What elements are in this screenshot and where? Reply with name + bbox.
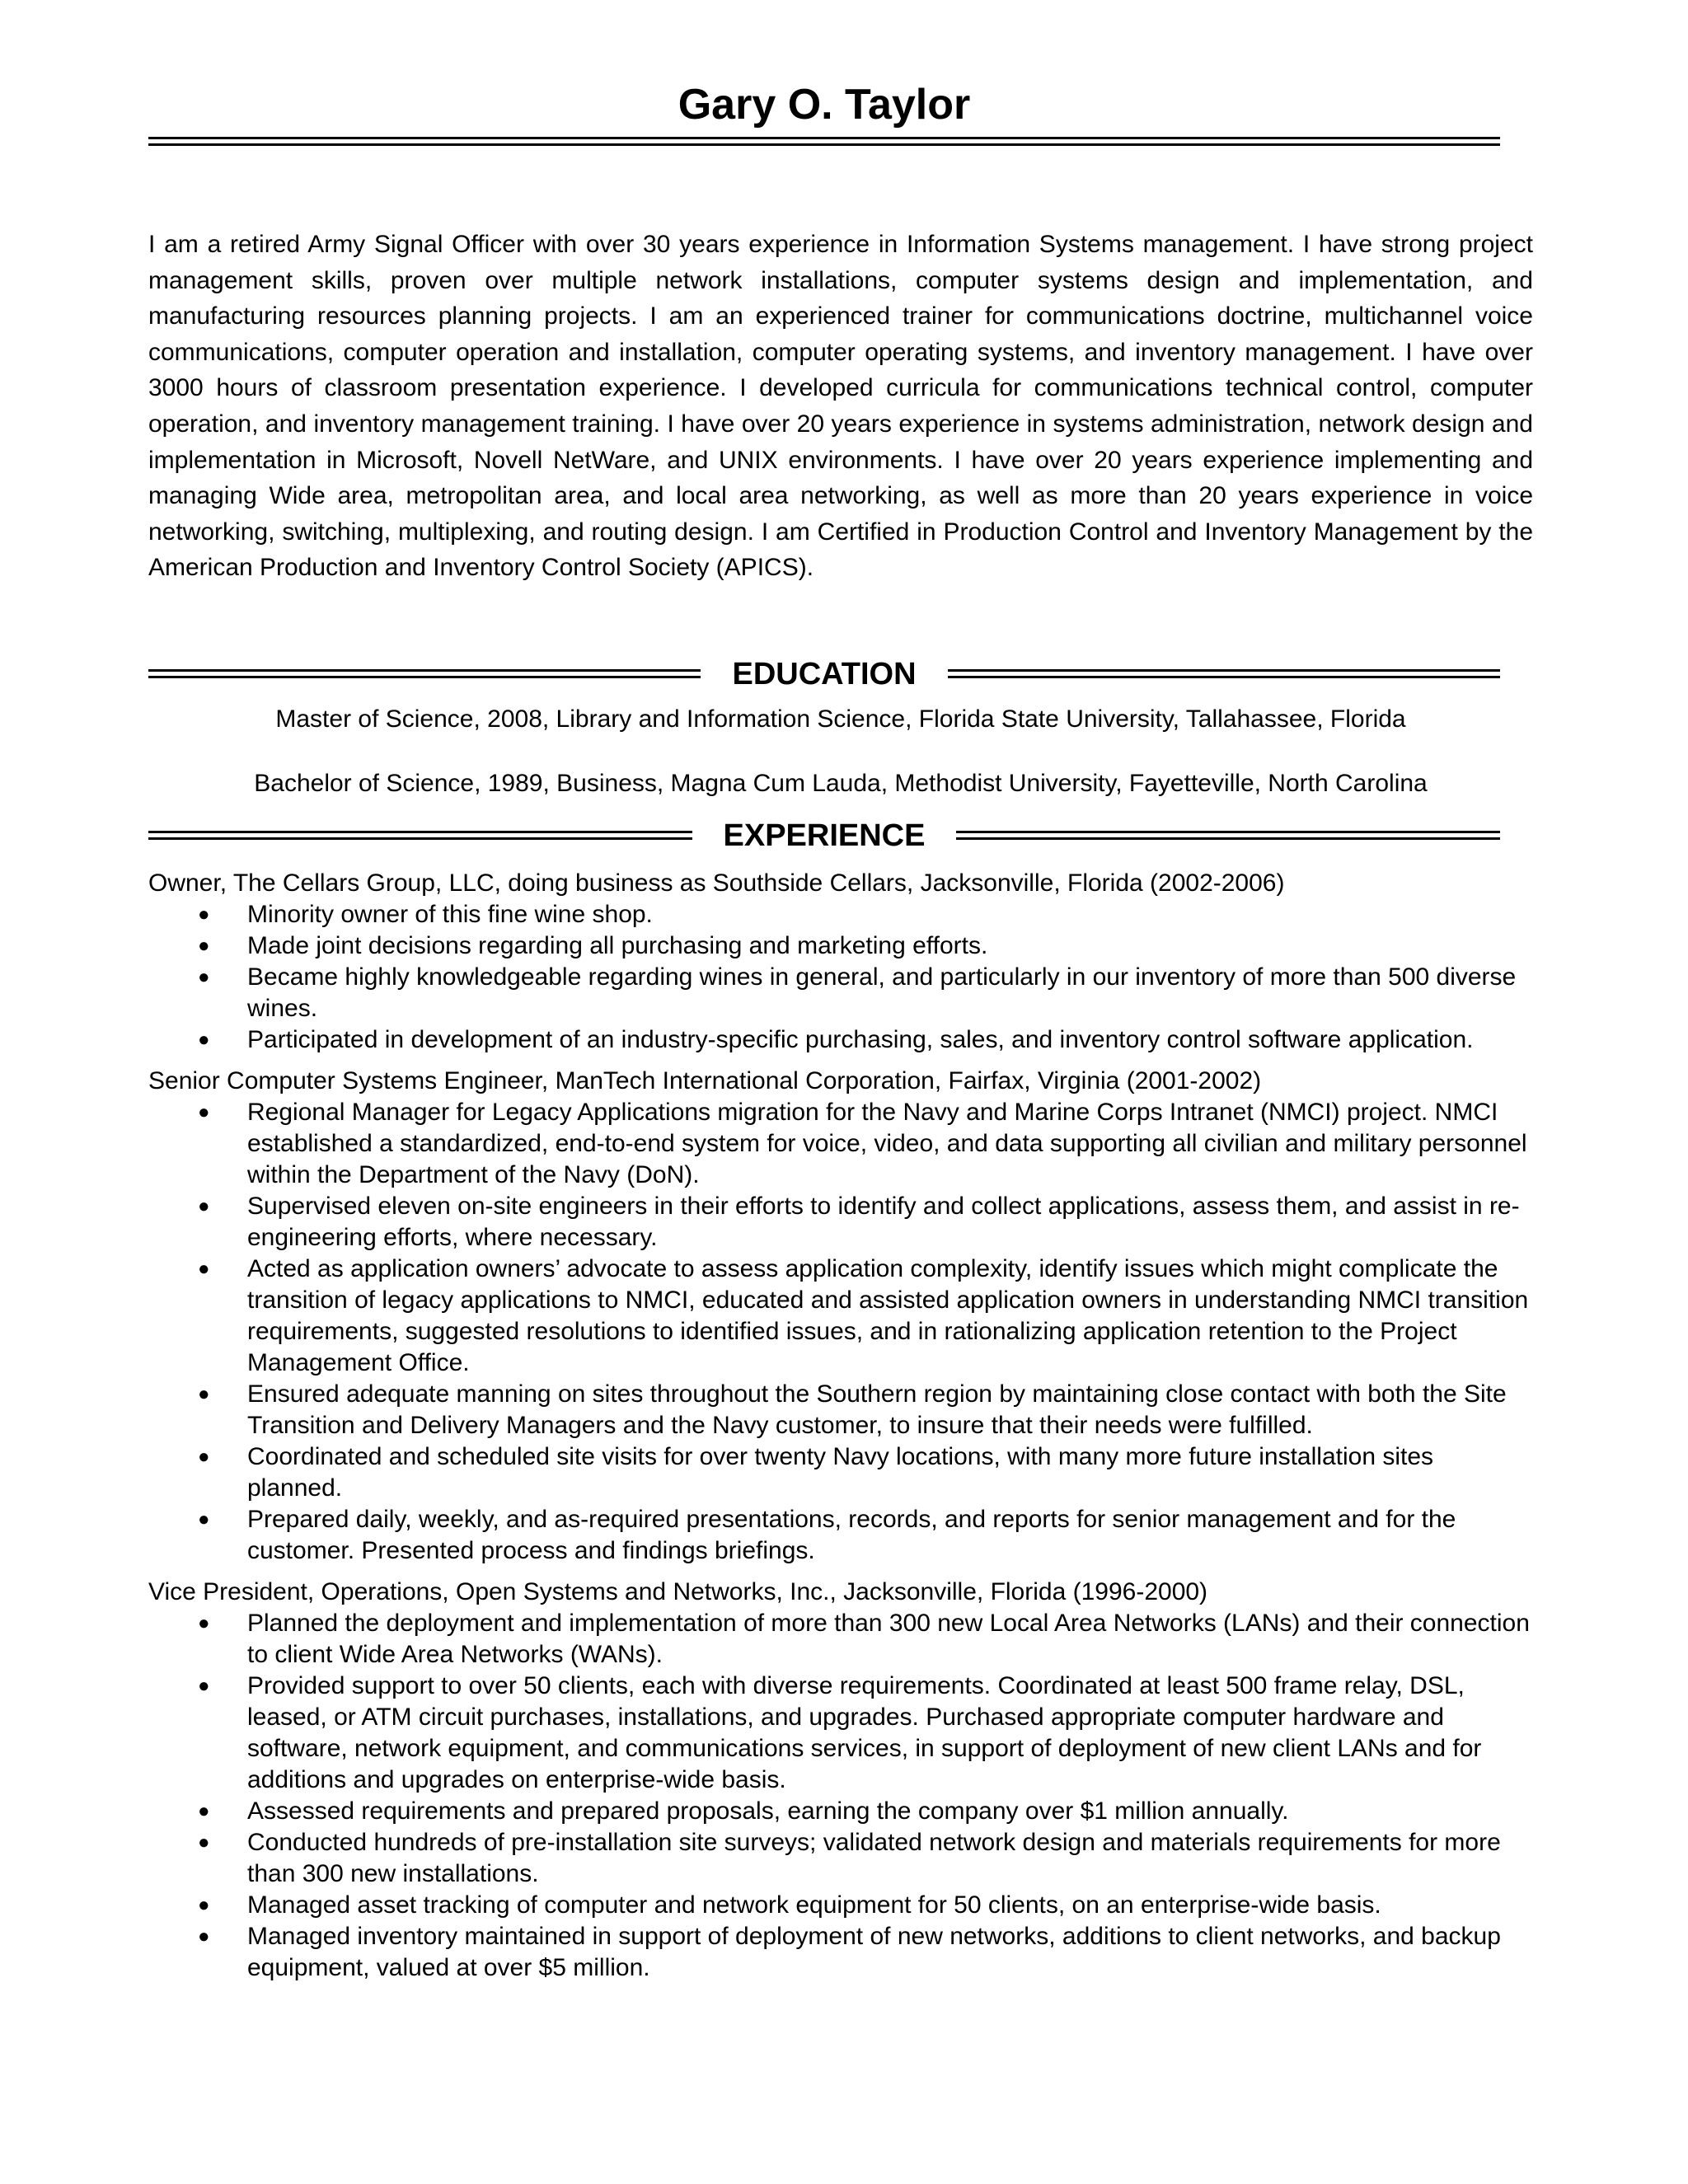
job-entry [148, 868, 1533, 1056]
name-divider [148, 137, 1500, 146]
job-bullet-text: Provided support to over 50 clients, each with diverse requirements. Coordinated at least 500 frame relay, DSL, leased, or ATM circuit purchases, installations, and upgrades. Purchased appropriate computer hardware and software, network equipment, and communications services, in support of deployment of new client LANs and for additions and upgrades on enterprise-wide basis. [247, 1671, 1482, 1793]
job-bullet-item [148, 1890, 1533, 1921]
job-bullet-item [148, 899, 1533, 930]
job-bullet-text: Assessed requirements and prepared proposals, earning the company over $1 million annually. [247, 1797, 1289, 1825]
bullet-icon: ● [198, 1194, 210, 1217]
job-bullet-item [148, 930, 1533, 962]
job-bullet-text: Conducted hundreds of pre-installation site surveys; validated network design and materials requirements for more than 300 new installations. [247, 1828, 1501, 1887]
bullet-icon: ● [198, 1893, 210, 1916]
bullet-icon: ● [198, 1507, 210, 1530]
job-bullet-text: Managed asset tracking of computer and network equipment for 50 clients, on an enterprise-wide basis. [247, 1891, 1381, 1919]
bullet-icon: ● [198, 1257, 210, 1280]
job-entry [148, 1577, 1533, 1984]
job-bullet-item [148, 1608, 1533, 1671]
job-bullet-text: Coordinated and scheduled site visits for over twenty Navy locations, with many more future installation sites planned. [247, 1442, 1434, 1502]
experience-title: EXPERIENCE [723, 818, 926, 853]
bullet-icon: ● [198, 1445, 210, 1468]
job-bullet-item [148, 1796, 1533, 1827]
summary-paragraph: I am a retired Army Signal Officer with over 30 years experience in Information Systems management. I have strong project management skills, proven over multiple network installations, computer systems design and implementation, and manufacturing resources planning projects. I am an experienced trainer for communications doctrine, multichannel voice communications, computer operation and installation, computer operating systems, and inventory management. I have over 3000 hours of classroom presentation experience. I developed curricula for communications technical control, computer operation, and inventory management training. I have over 20 years experience in systems administration, network design and implementation in Microsoft, Novell NetWare, and UNIX environments. I have over 20 years experience implementing and managing Wide area, metropolitan area, and local area networking, as well as more than 20 years experience in voice networking, switching, multiplexing, and routing design. I am Certified in Production Control and Inventory Management by the American Production and Inventory Control Society (APICS). [148, 231, 1533, 582]
job-bullets [148, 1097, 1533, 1567]
education-rule-left [148, 669, 701, 678]
resume-name: Gary O. Taylor [678, 81, 971, 129]
job-bullet-item [148, 1921, 1533, 1984]
education-rule-right [948, 669, 1500, 678]
job-header: Vice President, Operations, Open Systems and Networks, Inc., Jacksonville, Florida (1996-2000) [148, 1577, 1208, 1605]
job-header: Senior Computer Systems Engineer, ManTech International Corporation, Fairfax, Virginia (2001-2002) [148, 1066, 1262, 1094]
job-bullet-item [148, 1024, 1533, 1056]
bullet-icon: ● [198, 1028, 210, 1051]
bullet-icon: ● [198, 1100, 210, 1123]
job-entry [148, 1066, 1533, 1567]
bullet-icon: ● [198, 934, 210, 957]
job-bullet-text: Supervised eleven on-site engineers in their efforts to identify and collect applications, assess them, and assist in re-engineering efforts, where necessary. [247, 1192, 1520, 1251]
job-bullet-text: Became highly knowledgeable regarding wines in general, and particularly in our inventory of more than 500 diverse wines. [247, 963, 1517, 1022]
job-bullet-text: Made joint decisions regarding all purchasing and marketing efforts. [247, 931, 988, 959]
job-bullet-text: Participated in development of an industry-specific purchasing, sales, and inventory control software application. [247, 1025, 1474, 1053]
bullet-icon: ● [198, 1799, 210, 1822]
job-bullet-text: Planned the deployment and implementation of more than 300 new Local Area Networks (LANs) and their connection to client Wide Area Networks (WANs). [247, 1609, 1530, 1668]
education-heading [148, 655, 1500, 693]
job-bullets [148, 1608, 1533, 1984]
experience-rule-left [148, 831, 692, 840]
job-bullet-text: Prepared daily, weekly, and as-required presentations, records, and reports for senior management and for the customer. Presented process and findings briefings. [247, 1505, 1456, 1564]
job-bullet-text: Managed inventory maintained in support of deployment of new networks, additions to client networks, and backup equipment, valued at over $5 million. [247, 1922, 1501, 1981]
bullet-icon: ● [198, 1382, 210, 1405]
bullet-icon: ● [198, 1924, 210, 1947]
bullet-icon: ● [198, 1611, 210, 1634]
job-bullet-text: Acted as application owners’ advocate to assess application complexity, identify issues which might complicate the transition of legacy applications to NMCI, educated and assisted application owners in understanding NMCI transition requirements, suggested resolutions to identified issues, and in rationalizing application retention to the Project Management Office. [247, 1254, 1529, 1376]
job-bullet-item [148, 1827, 1533, 1890]
education-entry: Bachelor of Science, 1989, Business, Magna Cum Lauda, Methodist University, Fayetteville, North Carolina [254, 769, 1428, 797]
job-bullet-item [148, 1671, 1533, 1796]
bullet-icon: ● [198, 1830, 210, 1854]
job-bullet-item [148, 1097, 1533, 1191]
job-bullet-item [148, 1504, 1533, 1567]
job-bullet-item [148, 1191, 1533, 1254]
resume-page [148, 79, 1533, 1984]
job-header: Owner, The Cellars Group, LLC, doing business as Southside Cellars, Jacksonville, Florida (2002-2006) [148, 869, 1285, 897]
job-bullets [148, 899, 1533, 1056]
education-title: EDUCATION [732, 656, 917, 691]
bullet-icon: ● [198, 902, 210, 926]
job-bullet-item [148, 1379, 1533, 1441]
job-bullet-text: Regional Manager for Legacy Applications migration for the Navy and Marine Corps Intranet (NMCI) project. NMCI established a standardized, end-to-end system for voice, video, and data supporting all civilian and military personnel within the Department of the Navy (DoN). [247, 1098, 1527, 1188]
education-entry: Master of Science, 2008, Library and Information Science, Florida State University, Tallahassee, Florida [275, 705, 1406, 733]
bullet-icon: ● [198, 965, 210, 988]
experience-heading [148, 817, 1500, 855]
experience-rule-right [956, 831, 1500, 840]
job-bullet-item [148, 1441, 1533, 1504]
bullet-icon: ● [198, 1674, 210, 1697]
job-bullet-text: Minority owner of this fine wine shop. [247, 900, 653, 928]
job-bullet-item [148, 962, 1533, 1024]
job-bullet-text: Ensured adequate manning on sites throughout the Southern region by maintaining close contact with both the Site Transition and Delivery Managers and the Navy customer, to insure that their needs were fulfilled. [247, 1380, 1507, 1439]
experience-list [148, 868, 1533, 1984]
job-bullet-item [148, 1254, 1533, 1379]
